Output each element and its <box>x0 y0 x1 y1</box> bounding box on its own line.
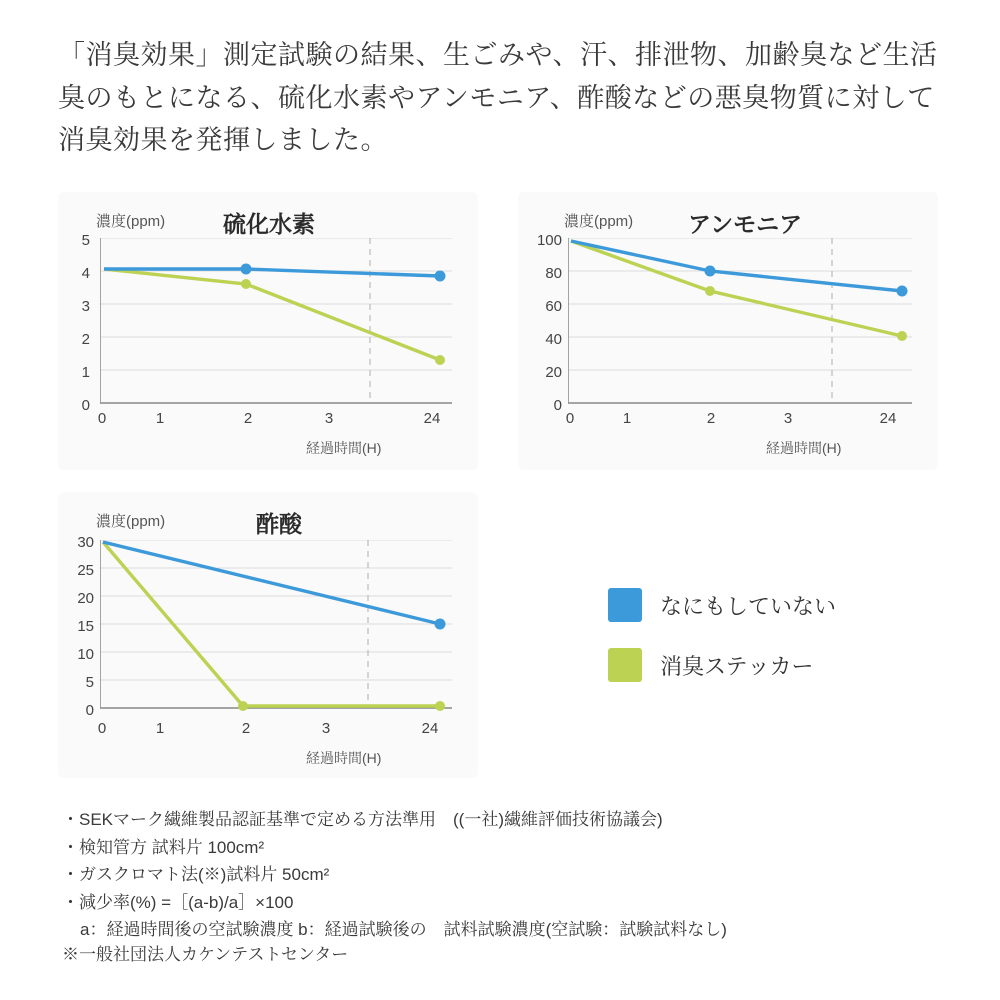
x-tick: 0 <box>565 410 575 427</box>
legend-swatch-untreated <box>608 588 642 622</box>
x-tick: 1 <box>155 720 165 737</box>
x-tick: 24 <box>423 410 441 427</box>
x-axis-label: 経過時間(H) <box>306 750 382 766</box>
chart-card-hydrogen-sulfide <box>58 192 478 470</box>
x-tick: 2 <box>241 720 251 737</box>
chart-title: アンモニア <box>688 211 803 237</box>
x-tick: 3 <box>321 720 331 737</box>
legend-item-sticker <box>608 648 836 682</box>
y-tick: 0 <box>553 397 562 414</box>
y-tick: 80 <box>545 265 562 282</box>
chart-plot-area <box>100 540 452 730</box>
x-tick: 24 <box>421 720 439 737</box>
y-tick: 0 <box>85 702 94 719</box>
x-axis-label: 経過時間(H) <box>306 440 382 456</box>
y-axis-unit-label: 濃度(ppm) <box>96 213 166 230</box>
chart-title: 酢酸 <box>256 511 302 537</box>
legend-item-untreated <box>608 588 836 622</box>
note-line: ・検知管方 試料片 100cm² <box>62 837 265 857</box>
y-tick: 10 <box>77 646 94 663</box>
note-line: ・減少率(%) =［(a-b)/a］×100 <box>62 892 294 912</box>
x-tick: 2 <box>243 410 253 427</box>
y-tick: 4 <box>81 265 90 282</box>
legend-label-untreated: なにもしていない <box>660 593 837 619</box>
chart-title: 硫化水素 <box>223 211 315 237</box>
chart-card-acetic-acid <box>58 492 478 778</box>
note-line: ・ガスクロマト法(※)試料片 50cm² <box>62 865 330 885</box>
chart-legend <box>608 588 836 708</box>
y-tick: 20 <box>545 364 562 381</box>
y-tick: 5 <box>81 232 90 249</box>
notes-block <box>62 806 962 944</box>
x-tick: 3 <box>783 410 793 427</box>
x-tick: 24 <box>879 410 897 427</box>
y-tick: 100 <box>536 232 562 249</box>
y-axis-unit-label: 濃度(ppm) <box>564 213 634 230</box>
y-tick: 5 <box>85 674 94 691</box>
y-tick: 15 <box>77 618 94 635</box>
x-tick: 0 <box>97 410 107 427</box>
legend-label-sticker: 消臭ステッカー <box>660 653 814 679</box>
x-tick: 3 <box>324 410 334 427</box>
x-tick: 1 <box>155 410 165 427</box>
y-tick: 20 <box>77 590 94 607</box>
x-tick: 2 <box>706 410 716 427</box>
y-tick: 3 <box>81 298 90 315</box>
footnote: ※一般社団法人カケンテストセンター <box>62 945 349 964</box>
y-tick: 25 <box>77 562 94 579</box>
note-line-indent: a：経過時間後の空試験濃度 b：経過試験後の 試料試験濃度(空試験：試験試料なし) <box>80 920 727 940</box>
y-tick: 1 <box>81 364 90 381</box>
chart-card-ammonia <box>518 192 938 470</box>
legend-swatch-sticker <box>608 648 642 682</box>
y-tick: 30 <box>77 534 94 551</box>
x-axis-label: 経過時間(H) <box>766 440 842 456</box>
chart-plot-area <box>568 238 912 420</box>
note-line: ・SEKマーク繊維製品認証基準で定める方法準用 ((一社)繊維評価技術協議会) <box>62 810 663 829</box>
y-tick: 2 <box>81 331 90 348</box>
y-tick: 40 <box>545 331 562 348</box>
x-tick: 0 <box>97 720 107 737</box>
x-tick: 1 <box>622 410 632 427</box>
y-tick: 60 <box>545 298 562 315</box>
chart-plot-area <box>100 238 452 420</box>
y-axis-unit-label: 濃度(ppm) <box>96 513 166 530</box>
page-headline: 「消臭効果」測定試験の結果、生ごみや、汗、排泄物、加齢臭など生活臭のもとになる、硫化水素やアンモニア、酢酸などの悪臭物質に対して消臭効果を発揮しました。 <box>58 40 938 156</box>
y-tick: 0 <box>81 397 90 414</box>
